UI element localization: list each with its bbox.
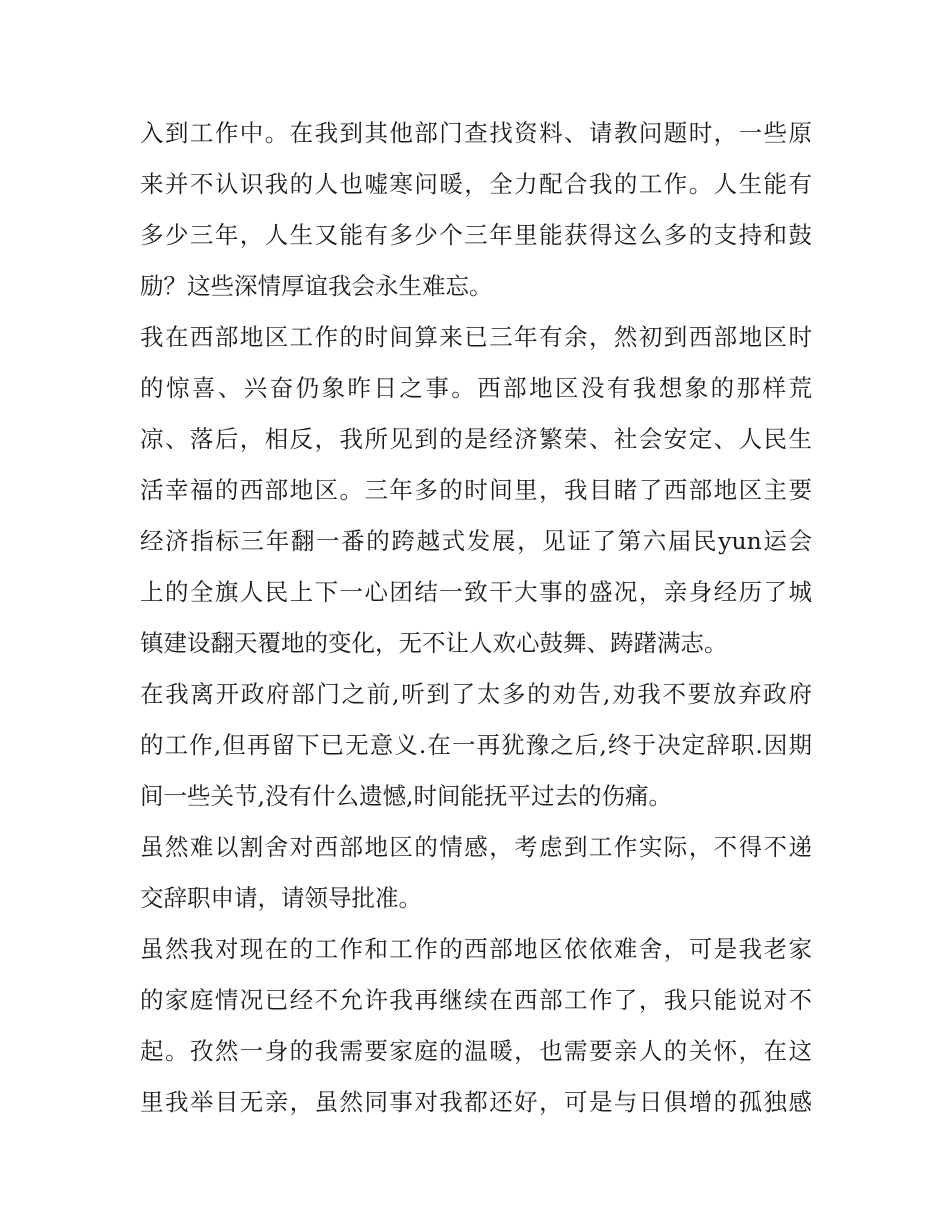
text-line: 在我离开政府部门之前,听到了太多的劝告,劝我不要放弃政府 [140, 680, 812, 708]
paragraph [140, 108, 812, 312]
paragraph [140, 312, 812, 669]
text-line: 虽然我对现在的工作和工作的西部地区依依难舍，可是我老家 [140, 935, 812, 963]
text-line: 活幸福的西部地区。三年多的时间里，我目睹了西部地区主要 [140, 476, 812, 504]
text-line: 镇建设翻天覆地的变化，无不让人欢心鼓舞、踌躇满志。 [140, 629, 728, 657]
text-line: 上的全旗人民上下一心团结一致干大事的盛况，亲身经历了城 [140, 578, 812, 606]
text-line: 起。孜然一身的我需要家庭的温暖，也需要亲人的关怀，在这 [140, 1037, 812, 1065]
text-line: 经济指标三年翻一番的跨越式发展，见证了第六届民yun运会 [140, 527, 812, 555]
text-line: 入到工作中。在我到其他部门查找资料、请教问题时，一些原 [140, 119, 812, 147]
text-line: 我在西部地区工作的时间算来已三年有余，然初到西部地区时 [140, 323, 812, 351]
text-line: 虽然难以割舍对西部地区的情感，考虑到工作实际，不得不递 [140, 833, 812, 861]
text-line: 来并不认识我的人也嘘寒问暖，全力配合我的工作。人生能有 [140, 170, 812, 198]
document-body [140, 108, 812, 1128]
text-line: 的家庭情况已经不允许我再继续在西部工作了，我只能说对不 [140, 986, 812, 1014]
text-line: 励？这些深情厚谊我会永生难忘。 [140, 272, 493, 300]
paragraph [140, 822, 812, 924]
text-line: 的工作,但再留下已无意义.在一再犹豫之后,终于决定辞职.因期 [140, 731, 812, 759]
paragraph [140, 669, 812, 822]
paragraph [140, 924, 812, 1128]
text-line: 间一些关节,没有什么遗憾,时间能抚平过去的伤痛。 [140, 782, 672, 810]
text-line: 凉、落后，相反，我所见到的是经济繁荣、社会安定、人民生 [140, 425, 812, 453]
text-line: 里我举目无亲，虽然同事对我都还好，可是与日俱增的孤独感 [140, 1088, 812, 1116]
text-line: 交辞职申请，请领导批准。 [140, 884, 422, 912]
text-line: 的惊喜、兴奋仍象昨日之事。西部地区没有我想象的那样荒 [140, 374, 812, 402]
text-line: 多少三年，人生又能有多少个三年里能获得这么多的支持和鼓 [140, 221, 812, 249]
